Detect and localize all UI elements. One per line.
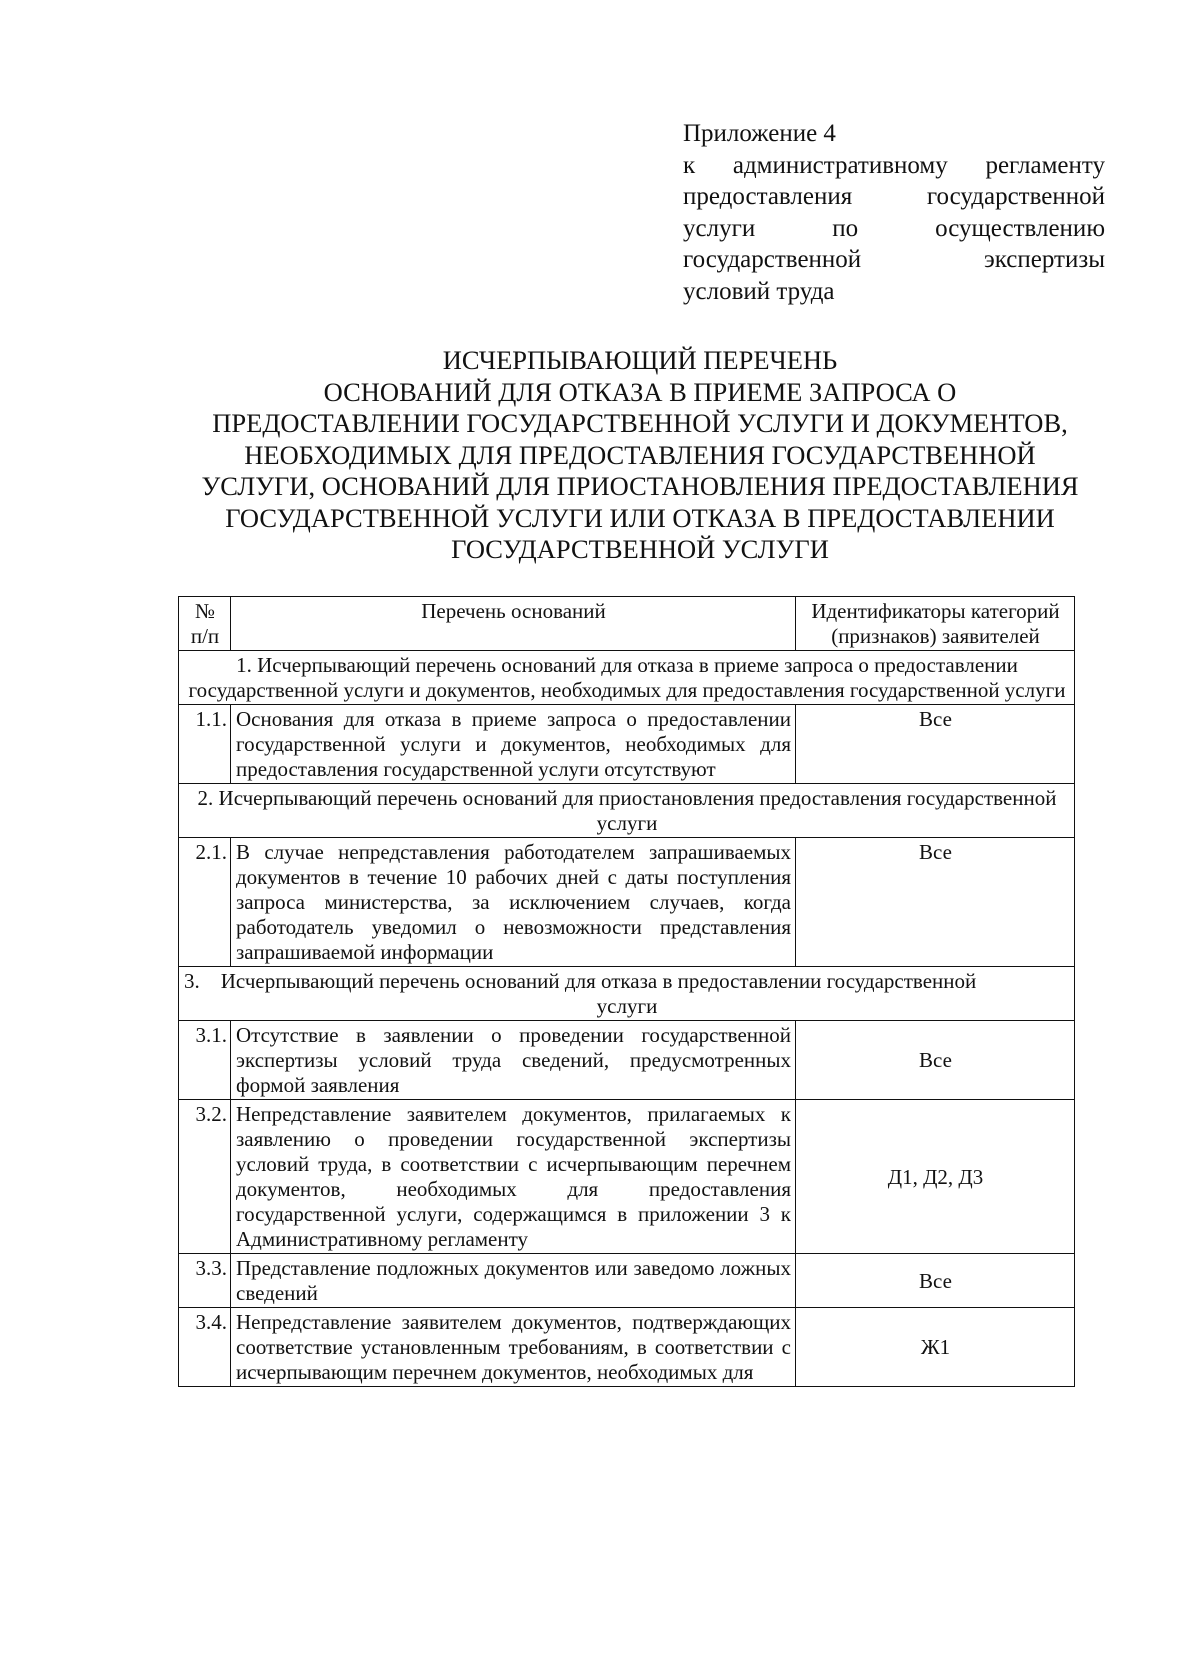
title-line: НЕОБХОДИМЫХ ДЛЯ ПРЕДОСТАВЛЕНИЯ ГОСУДАРСТВЕННОЙ (244, 439, 1036, 470)
row-num: 3.3. (179, 1254, 231, 1308)
appendix-header (683, 118, 1105, 307)
grounds-table (178, 596, 1075, 1387)
title-line: ГОСУДАРСТВЕННОЙ УСЛУГИ ИЛИ ОТКАЗА В ПРЕДОСТАВЛЕНИИ (225, 502, 1055, 533)
row-ids: Д1, Д2, Д3 (796, 1100, 1075, 1254)
title-line: ГОСУДАРСТВЕННОЙ УСЛУГИ (451, 534, 829, 564)
row-ids: Все (796, 838, 1075, 967)
table-row (179, 1254, 1075, 1308)
row-num: 3.4. (179, 1308, 231, 1387)
row-text: Представление подложных документов или заведомо ложных сведений (231, 1254, 796, 1308)
section-number: 3. (184, 969, 200, 993)
appendix-line: Приложение 4 (683, 120, 836, 147)
row-text: В случае непредставления работодателем запрашиваемых документов в течение 10 рабочих дней с даты поступления запроса министерства, за исключением случаев, когда работодатель уведомил о невозможности представления запрашиваемой информации (231, 838, 796, 967)
row-num: 3.1. (179, 1021, 231, 1100)
title-line: ПРЕДОСТАВЛЕНИИ ГОСУДАРСТВЕННОЙ УСЛУГИ И ДОКУМЕНТОВ, (212, 408, 1068, 438)
section-row (179, 651, 1075, 705)
row-ids: Все (796, 1254, 1075, 1308)
row-ids: Все (796, 705, 1075, 784)
appendix-line: к административному регламенту (683, 151, 1105, 179)
appendix-line: государственной экспертизы (683, 246, 1105, 273)
section-title-text: Исчерпывающий перечень оснований для отказа в предоставлении государственной (220, 969, 977, 993)
header-num: № п/п (179, 597, 231, 651)
title-line: УСЛУГИ, ОСНОВАНИЙ ДЛЯ ПРИОСТАНОВЛЕНИЯ ПРЕДОСТАВЛЕНИЯ (201, 471, 1079, 501)
section-row (179, 967, 1075, 1021)
appendix-line: услуги по осуществлению (683, 214, 1105, 242)
document-title (150, 345, 1130, 566)
table-row (179, 1021, 1075, 1100)
row-text: Непредставление заявителем документов, подтверждающих соответствие установленным требованиям, в соответствии с исчерпывающим перечнем документов, необходимых для (231, 1308, 796, 1387)
section-title: 1. Исчерпывающий перечень оснований для отказа в приеме запроса о предоставлении государственной услуги и документов, необходимых для предоставления государственной услуги (179, 651, 1075, 705)
row-text: Непредставление заявителем документов, прилагаемых к заявлению о проведении государственной экспертизы условий труда, в соответствии с исчерпывающим перечнем документов, необходимых для предоставления государственной услуги, содержащимся в приложении 3 к Административному регламенту (231, 1100, 796, 1254)
row-num: 3.2. (179, 1100, 231, 1254)
header-basis: Перечень оснований (231, 597, 796, 651)
appendix-line: предоставления государственной (683, 183, 1105, 210)
table-row (179, 1100, 1075, 1254)
title-line: ИСЧЕРПЫВАЮЩИЙ ПЕРЕЧЕНЬ (442, 345, 838, 375)
row-num: 2.1. (179, 838, 231, 967)
header-ids: Идентификаторы категорий (признаков) заявителей (796, 597, 1075, 651)
section-title-cont: услуги (596, 994, 658, 1018)
row-num: 1.1. (179, 705, 231, 784)
section-row (179, 784, 1075, 838)
table-row (179, 705, 1075, 784)
row-text: Отсутствие в заявлении о проведении государственной экспертизы условий труда сведений, предусмотренных формой заявления (231, 1021, 796, 1100)
row-text: Основания для отказа в приеме запроса о предоставлении государственной услуги и документов, необходимых для предоставления государственной услуги отсутствуют (231, 705, 796, 784)
row-ids: Все (796, 1021, 1075, 1100)
appendix-line: условий труда (683, 277, 835, 305)
row-ids: Ж1 (796, 1308, 1075, 1387)
table-row (179, 838, 1075, 967)
table-header-row (179, 597, 1075, 651)
title-line: ОСНОВАНИЙ ДЛЯ ОТКАЗА В ПРИЕМЕ ЗАПРОСА О (323, 376, 957, 407)
section-title (179, 967, 1075, 1021)
section-title: 2. Исчерпывающий перечень оснований для приостановления предоставления государственной услуги (179, 784, 1075, 838)
table-row (179, 1308, 1075, 1387)
